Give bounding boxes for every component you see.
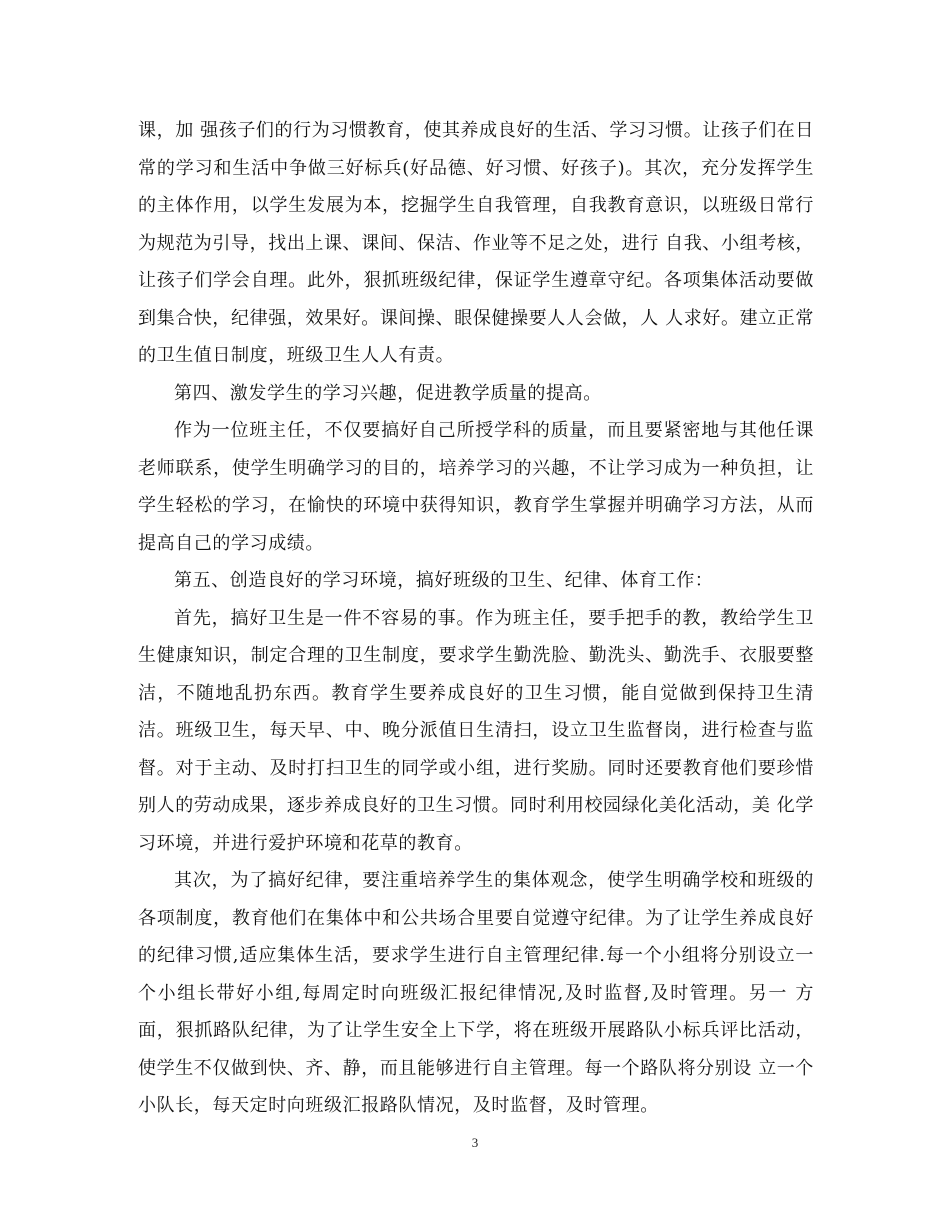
heading-fifth-point: 第五、创造良好的学习环境，搞好班级的卫生、纪律、体育工作：	[174, 570, 714, 591]
paragraph-continued: 课，加 强孩子们的行为习惯教育，使其养成良好的生活、学习习惯。让孩子们在日常的学习和生活中争做三好标兵(好品德、好习惯、好孩子)。其次，充分发挥学生 的主体作用，以学生发展为本，挖掘学生自我管理，自我教育意识，以班级日常行为规范为引导，找出上课、课间、保洁、作业等不足之处，进行 自我、小组考核，让孩子们学会自理。此外，狠抓班级纪律，保证学生遵章守纪。各项集体活动要做到集合快，纪律强，效果好。课间操、眼保健操要人人会做，人 人求好。建立正常的卫生值日制度，班级卫生人人有责。	[138, 120, 814, 366]
paragraph-hygiene: 首先，搞好卫生是一件不容易的事。作为班主任，要手把手的教，教给学生卫生健康知识，制定合理的卫生制度，要求学生勤洗脸、勤洗头、勤洗手、衣服要整 洁，不随地乱扔东西。教育学生要养成良好的卫生习惯，能自觉做到保持卫生清洁。班级卫生，每天早、中、晚分派值日生清扫，设立卫生监督岗，进行检查与监 督。对于主动、及时打扫卫生的同学或小组，进行奖励。同时还要教育他们要珍惜别人的劳动成果，逐步养成良好的卫生习惯。同时利用校园绿化美化活动，美 化学习环境，并进行爱护环境和花草的教育。	[138, 607, 814, 854]
paragraph-discipline: 其次，为了搞好纪律，要注重培养学生的集体观念，使学生明确学校和班级的各项制度，教育他们在集体中和公共场合里要自觉遵守纪律。为了让学生养成良好 的纪律习惯,适应集体生活，要求学生进行自主管理纪律.每一个小组将分别设立一个小组长带好小组,每周定时向班级汇报纪律情况,及时监督,及时管理。另一 方面，狠抓路队纪律，为了让学生安全上下学，将在班级开展路队小标兵评比活动，使学生不仅做到快、齐、静，而且能够进行自主管理。每一个路队将分别设 立一个小队长，每天定时向班级汇报路队情况，及时监督，及时管理。	[138, 870, 814, 1116]
document-body	[138, 112, 814, 1125]
heading-fourth-point: 第四、激发学生的学习兴趣，促进教学质量的提高。	[174, 382, 602, 404]
paragraph-teacher-role: 作为一位班主任，不仅要搞好自己所授学科的质量，而且要紧密地与其他任课老师联系，使学生明确学习的目的，培养学习的兴趣，不让学习成为一种负担，让学生轻松的学习，在愉快的环境中获得知识，教育学生掌握并明确学习方法，从而提高自己的学习成绩。	[138, 420, 814, 554]
page-number: 3	[471, 1135, 479, 1150]
